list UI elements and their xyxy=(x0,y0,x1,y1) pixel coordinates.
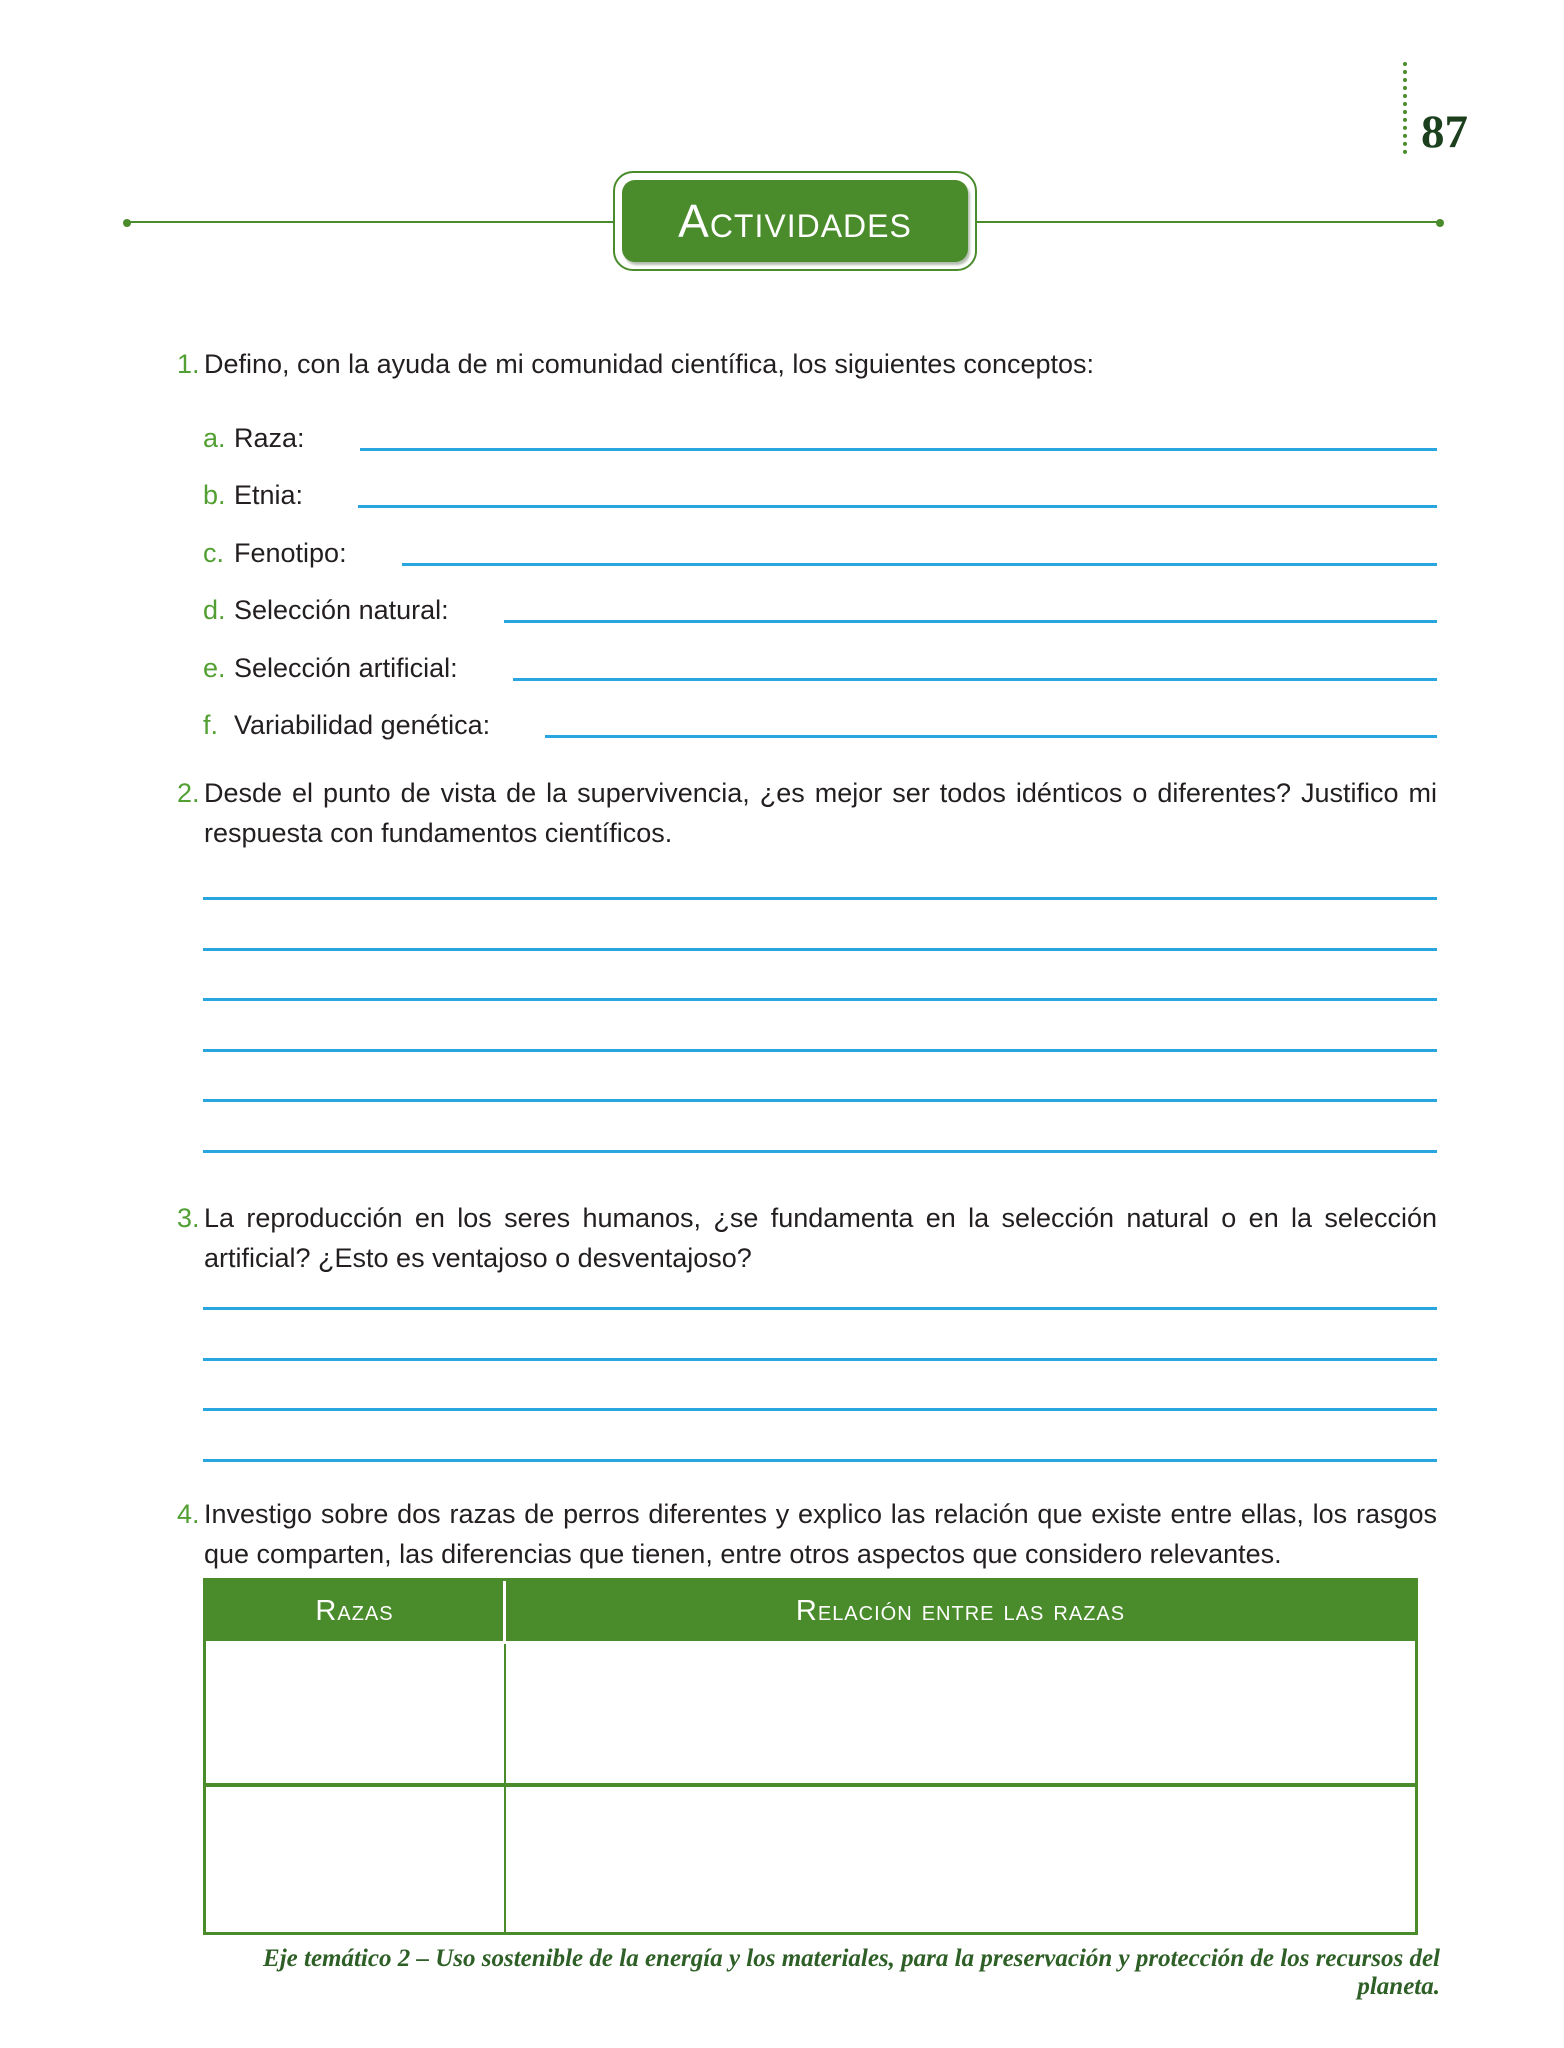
table-header-relacion xyxy=(506,1581,1415,1641)
definition-label: Etnia: xyxy=(234,480,304,511)
activity-1-text: Defino, con la ayuda de mi comunidad científica, los siguientes conceptos: xyxy=(204,349,1095,379)
table-header-row xyxy=(206,1581,1415,1644)
activities-banner-inner xyxy=(622,180,968,262)
definition-row-fenotipo xyxy=(203,511,1437,569)
answer-line xyxy=(513,678,1437,681)
answer-line xyxy=(203,1052,1437,1103)
answer-line xyxy=(203,1102,1437,1153)
definition-letter: c. xyxy=(203,537,225,568)
table-cell-razas xyxy=(206,1644,506,1783)
rule-left-dot xyxy=(123,219,131,227)
table-row xyxy=(206,1783,1415,1932)
definition-row-seleccion-natural xyxy=(203,569,1437,627)
table-cell-razas xyxy=(206,1787,506,1932)
answer-line xyxy=(203,1310,1437,1361)
answer-line xyxy=(203,1001,1437,1052)
table-row xyxy=(206,1644,1415,1783)
definition-label: Raza: xyxy=(234,422,305,453)
activity-1-definitions xyxy=(203,396,1437,741)
table-cell-relacion xyxy=(506,1644,1415,1783)
definition-letter: d. xyxy=(203,595,226,626)
activity-2-number: 2. xyxy=(177,778,200,808)
footer-text: Eje temático 2 – Uso sostenible de la energía y los materiales, para la preservación y protección de los recursos del planeta. xyxy=(263,1945,1440,2000)
answer-line xyxy=(203,1361,1437,1412)
activity-3-heading xyxy=(177,1198,1437,1278)
answer-line xyxy=(545,735,1437,738)
activity-2 xyxy=(177,773,1437,1153)
answer-line xyxy=(402,563,1437,566)
definition-label: Selección artificial: xyxy=(234,652,458,683)
dog-breeds-table xyxy=(203,1578,1418,1935)
activity-2-text: Desde el punto de vista de la supervivencia, ¿es mejor ser todos idénticos o diferentes? Justifico mi respuesta con fundamentos científicos. xyxy=(204,778,1437,848)
definition-label: Selección natural: xyxy=(234,595,449,626)
page-number: 87 xyxy=(1421,105,1468,158)
activity-3-answer-area xyxy=(203,1278,1437,1462)
activity-1 xyxy=(177,344,1437,741)
table-header-razas xyxy=(206,1581,506,1641)
table-header-label: Relación entre las razas xyxy=(795,1594,1126,1627)
activity-3-number: 3. xyxy=(177,1203,200,1233)
definition-letter: e. xyxy=(203,652,226,683)
answer-line xyxy=(203,1411,1437,1462)
definition-row-seleccion-artificial xyxy=(203,626,1437,684)
page-number-block xyxy=(1403,62,1468,158)
definition-row-raza xyxy=(203,396,1437,454)
activities-banner xyxy=(613,171,977,271)
definition-label: Fenotipo: xyxy=(234,537,347,568)
activity-4-heading xyxy=(177,1494,1437,1574)
table-cell-relacion xyxy=(506,1787,1415,1932)
activity-4 xyxy=(177,1494,1437,1935)
answer-line xyxy=(504,620,1437,623)
activity-1-number: 1. xyxy=(177,349,200,379)
activity-4-text: Investigo sobre dos razas de perros diferentes y explico las relación que existe entre ellas, los rasgos que comparten, las diferencias que tienen, entre otros aspectos que considero relevantes. xyxy=(204,1499,1437,1569)
definition-label: Variabilidad genética: xyxy=(234,710,491,741)
answer-line xyxy=(203,951,1437,1002)
answer-line xyxy=(203,853,1437,900)
definition-letter: f. xyxy=(203,710,219,741)
table-header-label: Razas xyxy=(315,1594,394,1627)
rule-right-dot xyxy=(1436,219,1444,227)
activity-3 xyxy=(177,1198,1437,1462)
definition-letter: a. xyxy=(203,422,226,453)
activity-1-heading xyxy=(177,344,1437,384)
footer-theme-line xyxy=(177,1945,1440,2001)
definition-letter: b. xyxy=(203,480,226,511)
answer-line xyxy=(360,448,1437,451)
answer-line xyxy=(358,505,1437,508)
definition-row-variabilidad-genetica xyxy=(203,684,1437,742)
page-title: Actividades xyxy=(678,195,912,247)
activity-2-heading xyxy=(177,773,1437,853)
activity-2-answer-area xyxy=(203,853,1437,1153)
answer-line xyxy=(203,900,1437,951)
activity-3-text: La reproducción en los seres humanos, ¿se fundamenta en la selección natural o en la selección artificial? ¿Esto es ventajoso o desventajoso? xyxy=(204,1203,1437,1273)
answer-line xyxy=(203,1278,1437,1310)
definition-row-etnia xyxy=(203,454,1437,512)
activity-4-number: 4. xyxy=(177,1499,200,1529)
